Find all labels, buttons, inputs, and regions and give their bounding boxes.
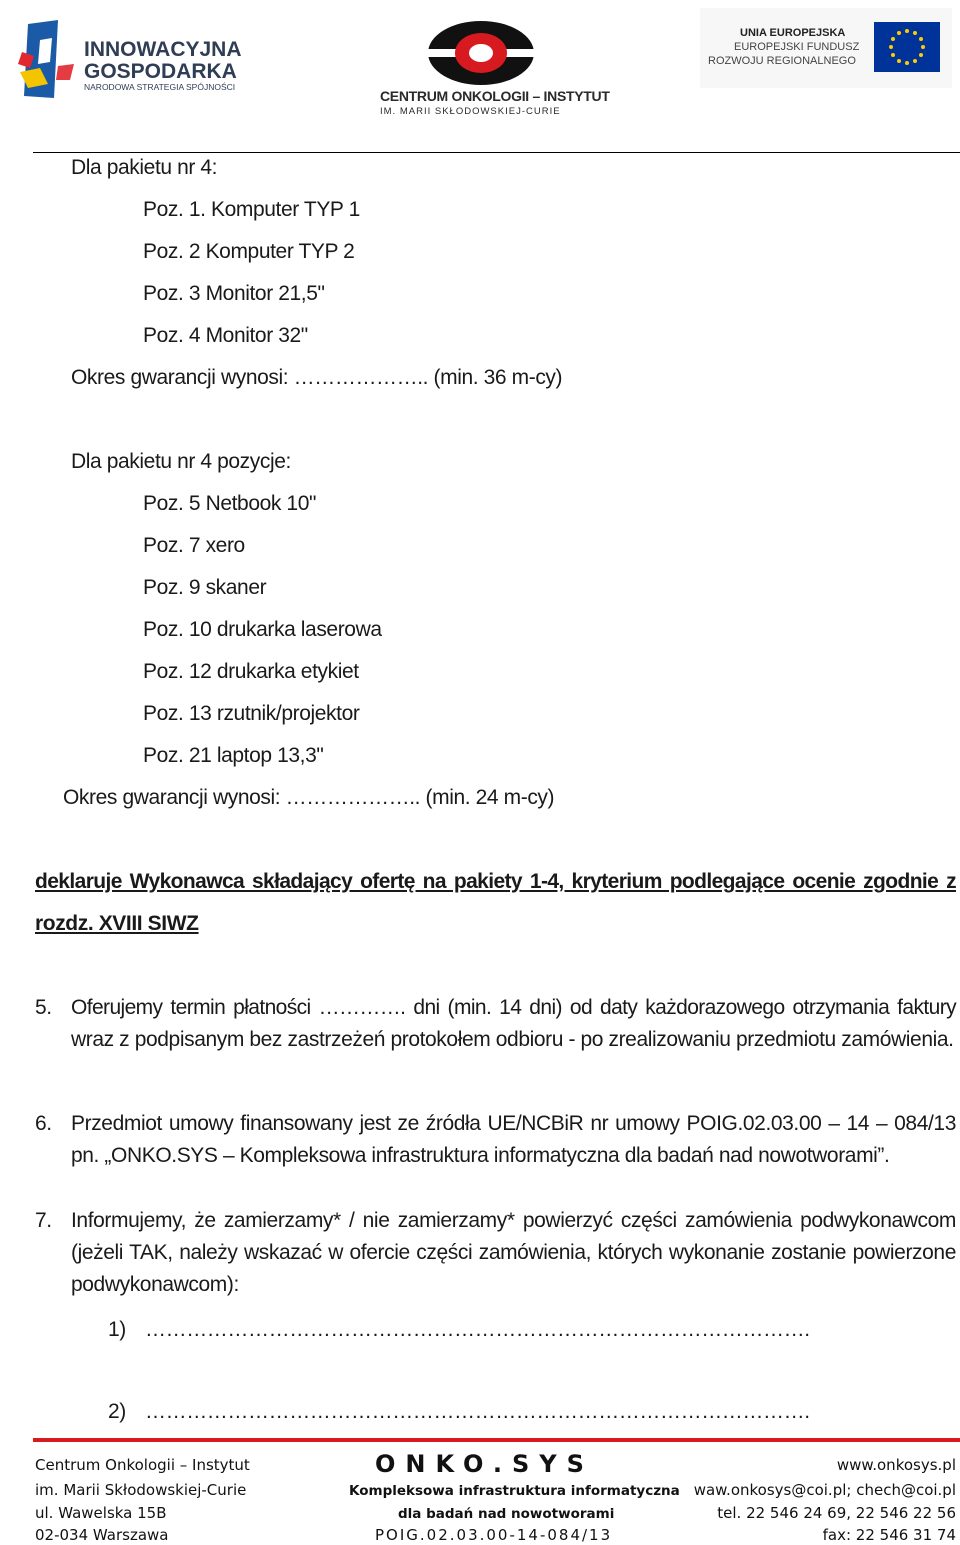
pkg4b-item: Poz. 10 drukarka laserowa bbox=[143, 618, 382, 641]
footer-project-line2: dla badań nad nowotworami bbox=[398, 1506, 615, 1522]
footer-contact-line: tel. 22 546 24 69, 22 546 22 56 bbox=[717, 1504, 956, 1522]
pkg4b-item: Poz. 12 drukarka etykiet bbox=[143, 660, 359, 683]
p6-line1: Przedmiot umowy finansowany jest ze źródła UE/NCBiR nr umowy POIG.02.03.00 – 14 – 084/13 bbox=[71, 1112, 956, 1135]
footer-brand: ONKO.SYS bbox=[375, 1450, 594, 1478]
logo-ig-line2: GOSPODARKA bbox=[84, 60, 237, 83]
pkg4b-item: Poz. 7 xero bbox=[143, 534, 245, 557]
blank-label: 1) bbox=[108, 1318, 126, 1341]
blank-dots: ……………………………………………………………………………………. bbox=[145, 1400, 810, 1423]
logo-coi-line1: CENTRUM ONKOLOGII – INSTYTUT bbox=[380, 88, 610, 104]
pkg4-warranty: Okres gwarancji wynosi: ……………….. (min. 36 m-cy) bbox=[71, 366, 563, 389]
pkg4-title: Dla pakietu nr 4: bbox=[71, 156, 218, 179]
declaration-line1: deklaruje Wykonawca składający ofertę na pakiety 1-4, kryterium podlegające ocenie zgodnie z bbox=[35, 870, 956, 893]
p7-line1: Informujemy, że zamierzamy* / nie zamierzamy* powierzyć części zamówienia podwykonawcom bbox=[71, 1209, 956, 1232]
logo-ue-line1: UNIA EUROPEJSKA bbox=[740, 27, 846, 39]
footer-contact-line: www.onkosys.pl bbox=[836, 1456, 956, 1474]
footer-contact-line: fax: 22 546 31 74 bbox=[822, 1526, 956, 1544]
p5-line2: wraz z podpisanym bez zastrzeżeń protokołem odbioru - po zrealizowaniu przedmiotu zamówienia. bbox=[71, 1028, 954, 1051]
logo-ue-line3: ROZWOJU REGIONALNEGO bbox=[708, 55, 856, 67]
blank-label: 2) bbox=[108, 1400, 126, 1423]
blank-dots: ……………………………………………………………………………………. bbox=[145, 1318, 810, 1341]
pkg4b-item: Poz. 5 Netbook 10" bbox=[143, 492, 317, 515]
eu-flag-icon bbox=[874, 22, 940, 72]
logo-ig-line1: INNOWACYJNA bbox=[84, 38, 242, 61]
p7-number: 7. bbox=[35, 1209, 52, 1232]
footer-divider bbox=[33, 1438, 960, 1442]
pkg4-item: Poz. 4 Monitor 32" bbox=[143, 324, 308, 347]
pkg4-item: Poz. 3 Monitor 21,5" bbox=[143, 282, 325, 305]
p7-line2: (jeżeli TAK, należy wskazać w ofercie części zamówienia, których wykonanie zostanie powierzone bbox=[71, 1241, 956, 1264]
innowacyjna-gospodarka-emblem-icon bbox=[18, 18, 76, 102]
footer-address-line: ul. Wawelska 15B bbox=[35, 1504, 167, 1522]
logo-ue-line2: EUROPEJSKI FUNDUSZ bbox=[734, 41, 860, 53]
footer-address-line: Centrum Onkologii – Instytut bbox=[35, 1456, 250, 1474]
p6-line2: pn. „ONKO.SYS – Kompleksowa infrastruktura informatyczna dla badań nad nowotworami”. bbox=[71, 1144, 890, 1167]
footer-address-line: 02-034 Warszawa bbox=[35, 1526, 169, 1544]
pkg4b-item: Poz. 21 laptop 13,3" bbox=[143, 744, 324, 767]
logo-centrum-onkologii bbox=[376, 20, 610, 120]
pkg4b-warranty: Okres gwarancji wynosi: ……………….. (min. 24 m-cy) bbox=[63, 786, 555, 809]
footer-poig: POIG.02.03.00-14-084/13 bbox=[375, 1526, 613, 1544]
footer-address-line: im. Marii Skłodowskiej-Curie bbox=[35, 1481, 247, 1499]
pkg4b-item: Poz. 13 rzutnik/projektor bbox=[143, 702, 360, 725]
pkg4-item: Poz. 2 Komputer TYP 2 bbox=[143, 240, 355, 263]
declaration-line2: rozdz. XVIII SIWZ bbox=[35, 912, 199, 935]
footer-project-line1: Kompleksowa infrastruktura informatyczna bbox=[349, 1483, 680, 1499]
pkg4-item: Poz. 1. Komputer TYP 1 bbox=[143, 198, 360, 221]
pkg4b-item: Poz. 9 skaner bbox=[143, 576, 267, 599]
p5-number: 5. bbox=[35, 996, 52, 1019]
logo-ig-line3: NARODOWA STRATEGIA SPÓJNOŚCI bbox=[84, 82, 236, 92]
coi-emblem-icon bbox=[426, 20, 536, 86]
p5-line1: Oferujemy termin płatności …………. dni (min. 14 dni) od daty każdorazowego otrzymania faktury bbox=[71, 996, 956, 1019]
p7-line3: podwykonawcom): bbox=[71, 1273, 239, 1296]
p6-number: 6. bbox=[35, 1112, 52, 1135]
pkg4b-title: Dla pakietu nr 4 pozycje: bbox=[71, 450, 291, 473]
logo-innowacyjna-gospodarka bbox=[18, 18, 263, 104]
footer-contact-line: waw.onkosys@coi.pl; chech@coi.pl bbox=[693, 1481, 956, 1499]
logo-coi-line2: IM. MARII SKŁODOWSKIEJ-CURIE bbox=[380, 106, 561, 117]
logo-unia-europejska bbox=[700, 8, 952, 88]
header-divider bbox=[33, 152, 960, 153]
